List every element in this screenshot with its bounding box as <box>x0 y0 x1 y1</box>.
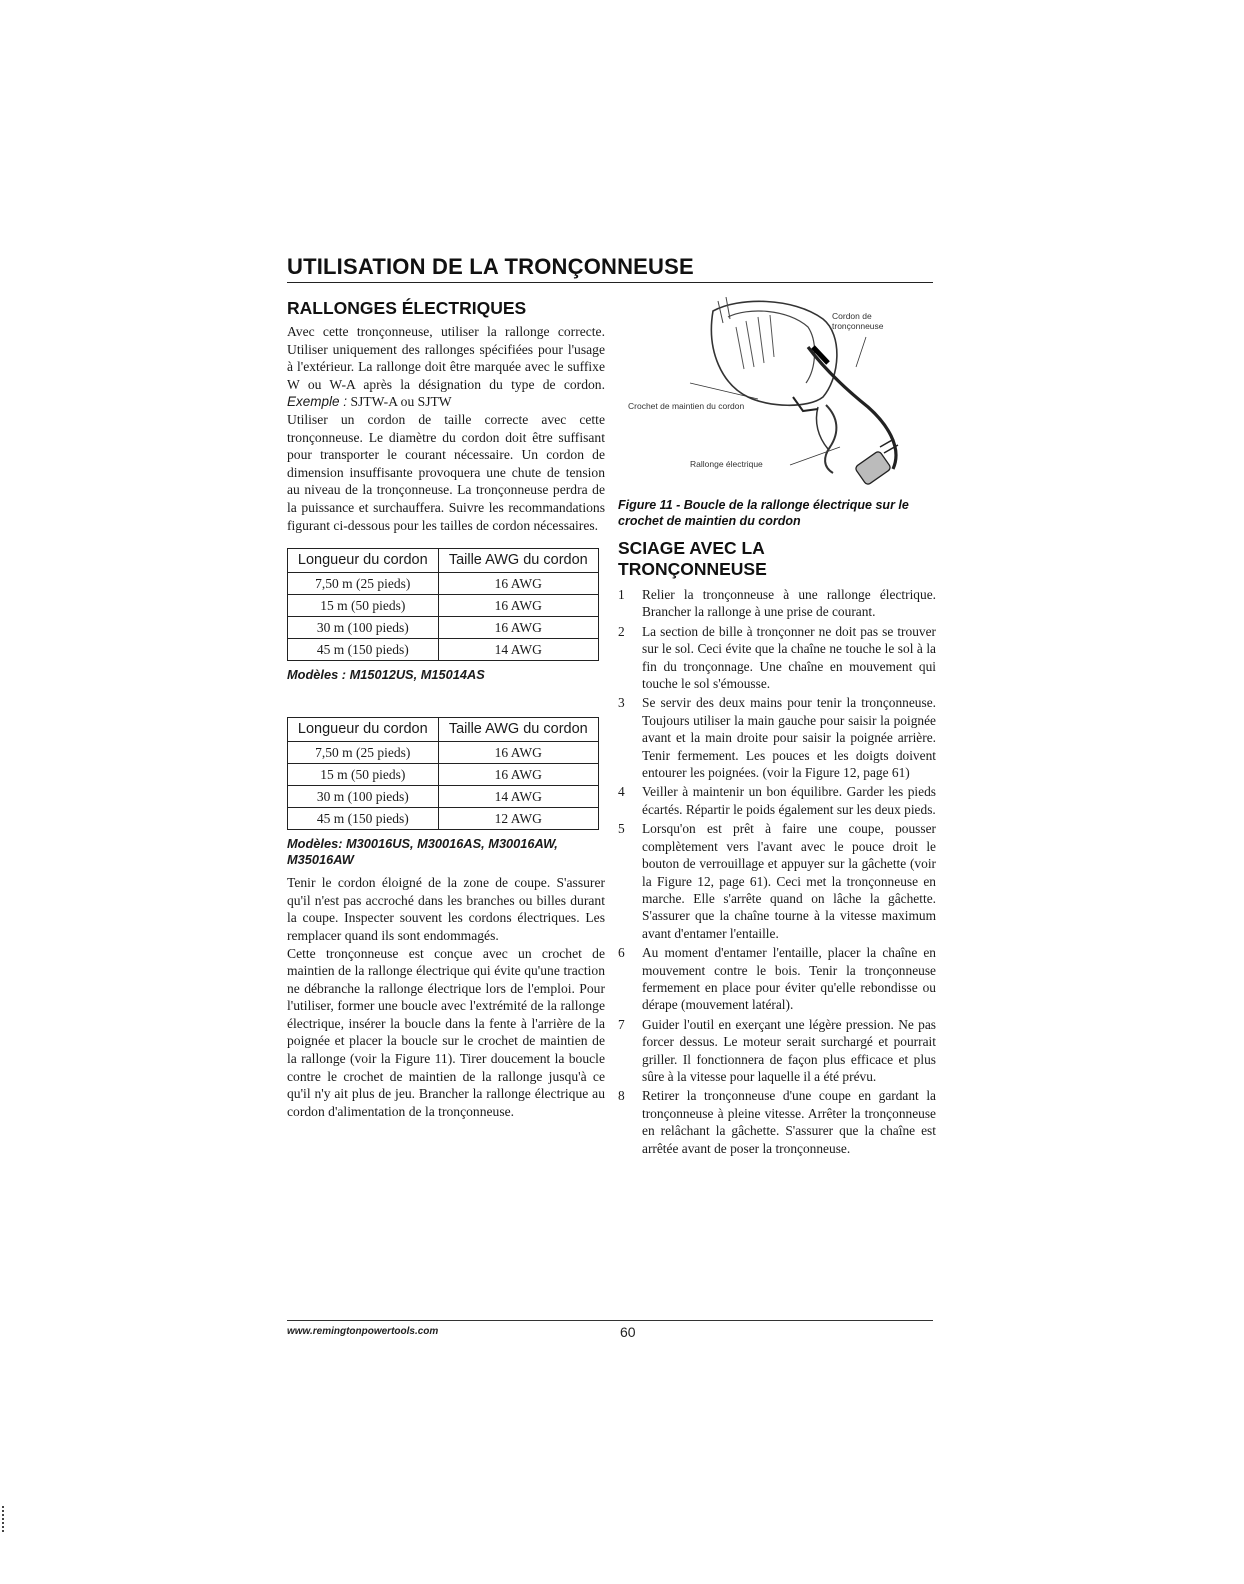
table-row <box>288 808 599 830</box>
sciage-steps <box>618 586 936 1157</box>
cord-care-paragraph-2: Cette tronçonneuse est conçue avec un crochet de maintien de la rallonge électrique qui évite qu'une traction ne débranche la rallonge électrique lors de l'emploi. Pour l'utiliser, former une boucle avec l'extrémité de la rallonge électrique, insérer la boucle dans la fente à l'arrière de la poignée et placer la boucle sur le crochet de maintien de la rallonge (voir la Figure 11). Tirer doucement la boucle contre le crochet de maintien de la rallonge jusqu'à ce qu'il n'y ait plus de jeu. Brancher la rallonge électrique au cordon d'alimentation de la tronçonneuse. <box>287 945 605 1119</box>
example-label: Exemple : <box>287 394 348 410</box>
rallonges-paragraph-1 <box>287 323 605 411</box>
cell-awg: 16 AWG <box>438 573 598 595</box>
table1-header-length: Longueur du cordon <box>288 549 439 573</box>
table-row <box>288 595 599 617</box>
step-text: Se servir des deux mains pour tenir la tronçonneuse. Toujours utiliser la main gauche pour saisir la poignée avant et la main droite pour saisir la poignée arrière. Tenir fermement. Les pouces et les doigts doivent entourer les poignées. (voir la Figure 12, page 61) <box>642 695 936 781</box>
table-row <box>288 764 599 786</box>
cell-length: 45 m (150 pieds) <box>288 639 439 661</box>
title-rule <box>287 282 933 283</box>
table-row <box>288 639 599 661</box>
step-number: 3 <box>618 695 625 711</box>
rallonges-p1-text: Avec cette tronçonneuse, utiliser la rallonge correcte. Utiliser uniquement des rallonges spécifiées pour l'usage à l'extérieur. La rallonge doit être marquée avec le suffixe W ou W-A après la désignation du type de cordon. <box>287 324 605 392</box>
footer-url: www.remingtonpowertools.com <box>287 1326 439 1337</box>
page-title: UTILISATION DE LA TRONÇONNEUSE <box>287 254 694 279</box>
step-text: Lorsqu'on est prêt à faire une coupe, pousser complètement vers l'avant avec le pouce droit le bouton de verrouillage et appuyer sur la gâchette (voir la Figure 12, page 61). Ceci met la tronçonneuse en marche. Elle s'arrête quand on lâche la gâchette. S'assurer que la chaîne tourne à la vitesse maximum avant d'entamer l'entaille. <box>642 821 936 941</box>
step-text: Guider l'outil en exerçant une légère pression. Ne pas forcer dessus. Le moteur serait surchargé et pourrait griller. Il fonctionnera de façon plus efficace et plus sûre à la vitesse pour laquelle il a été prévu. <box>642 1016 936 1084</box>
awg-table-1 <box>287 548 599 661</box>
cell-length: 30 m (100 pieds) <box>288 617 439 639</box>
step-text: Retirer la tronçonneuse d'une coupe en gardant la tronçonneuse à pleine vitesse. Arrêter la tronçonneuse en relâchant la gâchette. S'assurer que la chaîne est arrêtée avant de poser la tronçonneuse. <box>642 1088 936 1156</box>
rallonges-paragraph-2: Utiliser un cordon de taille correcte avec cette tronçonneuse. Le diamètre du cordon doit être suffisant pour transporter le courant nécessaire. Un cordon de dimension insuffisante provoquera une chute de tension au niveau de la tronçonneuse. La tronçonneuse perdra de la puissance et surchauffera. Suivre les recommandations figurant ci-dessous pour les tailles de cordon nécessaires. <box>287 411 605 533</box>
table1-models: Modèles : M15012US, M15014AS <box>287 667 485 683</box>
step-number: 1 <box>618 587 625 602</box>
cell-length: 15 m (50 pieds) <box>288 595 439 617</box>
step-text: Au moment d'entamer l'entaille, placer la chaîne en mouvement contre le bois. Tenir la tronçonneuse fermement en place pour éviter qu'elle rebondisse ou dérape (mouvement latéral). <box>642 945 936 1013</box>
cell-awg: 14 AWG <box>438 786 598 808</box>
left-column <box>287 298 605 1120</box>
table1-header-awg: Taille AWG du cordon <box>438 549 598 573</box>
figure-caption: Figure 11 - Boucle de la rallonge électrique sur le crochet de maintien du cordon <box>618 498 909 528</box>
table2-models: Modèles: M30016US, M30016AS, M30016AW, M35016AW <box>287 836 558 868</box>
table2-header-awg: Taille AWG du cordon <box>438 718 598 742</box>
cell-awg: 16 AWG <box>438 617 598 639</box>
list-item <box>618 1087 936 1157</box>
cell-length: 7,50 m (25 pieds) <box>288 742 439 764</box>
figure-11 <box>618 297 936 497</box>
step-text: Veiller à maintenir un bon équilibre. Garder les pieds écartés. Répartir le poids également sur les deux pieds. <box>642 784 936 817</box>
table-row <box>288 742 599 764</box>
cell-awg: 16 AWG <box>438 742 598 764</box>
figure-label-cord: Cordon de tronçonneuse <box>832 311 884 331</box>
table-row <box>288 617 599 639</box>
page-number: 60 <box>620 1324 636 1340</box>
step-number: 8 <box>618 1088 625 1104</box>
step-text: Relier la tronçonneuse à une rallonge électrique. Brancher la rallonge à une prise de courant. <box>642 587 936 620</box>
list-item <box>618 694 936 781</box>
step-number: 6 <box>618 945 625 961</box>
list-item <box>618 586 936 621</box>
cell-awg: 16 AWG <box>438 595 598 617</box>
cell-length: 7,50 m (25 pieds) <box>288 573 439 595</box>
step-number: 7 <box>618 1016 625 1032</box>
table-row <box>288 786 599 808</box>
cord-care-paragraph-1: Tenir le cordon éloigné de la zone de coupe. S'assurer qu'il n'est pas accroché dans les branches ou billes durant la coupe. Inspecter souvent les cordons électriques. Les remplacer quand ils sont endommagés. <box>287 875 605 943</box>
cell-awg: 14 AWG <box>438 639 598 661</box>
step-number: 4 <box>618 784 625 800</box>
step-number: 2 <box>618 623 625 639</box>
cell-length: 45 m (150 pieds) <box>288 808 439 830</box>
list-item <box>618 1016 936 1086</box>
scan-margin-mark <box>2 1506 7 1532</box>
list-item <box>618 820 936 942</box>
figure-label-hook: Crochet de maintien du cordon <box>628 401 745 411</box>
footer-rule <box>287 1320 933 1321</box>
table2-header-length: Longueur du cordon <box>288 718 439 742</box>
cell-awg: 12 AWG <box>438 808 598 830</box>
cell-length: 15 m (50 pieds) <box>288 764 439 786</box>
figure-label-extension: Rallonge électrique <box>690 459 763 469</box>
step-text: La section de bille à tronçonner ne doit pas se trouver sur le sol. Ceci évite que la chaîne ne touche le sol à la fin du tronçonnage. Une chaîne en mouvement qui touche le sol s'émousse. <box>642 623 936 692</box>
list-item <box>618 944 936 1014</box>
list-item <box>618 623 936 693</box>
section-heading-sciage: SCIAGE AVEC LA TRONÇONNEUSE <box>618 538 767 579</box>
example-value: SJTW-A ou SJTW <box>350 394 452 410</box>
section-heading-rallonges: RALLONGES ÉLECTRIQUES <box>287 298 527 318</box>
table-row <box>288 573 599 595</box>
right-column <box>618 538 936 1159</box>
step-number: 5 <box>618 821 625 837</box>
awg-table-2 <box>287 717 599 830</box>
list-item <box>618 783 936 818</box>
cell-length: 30 m (100 pieds) <box>288 786 439 808</box>
cell-awg: 16 AWG <box>438 764 598 786</box>
